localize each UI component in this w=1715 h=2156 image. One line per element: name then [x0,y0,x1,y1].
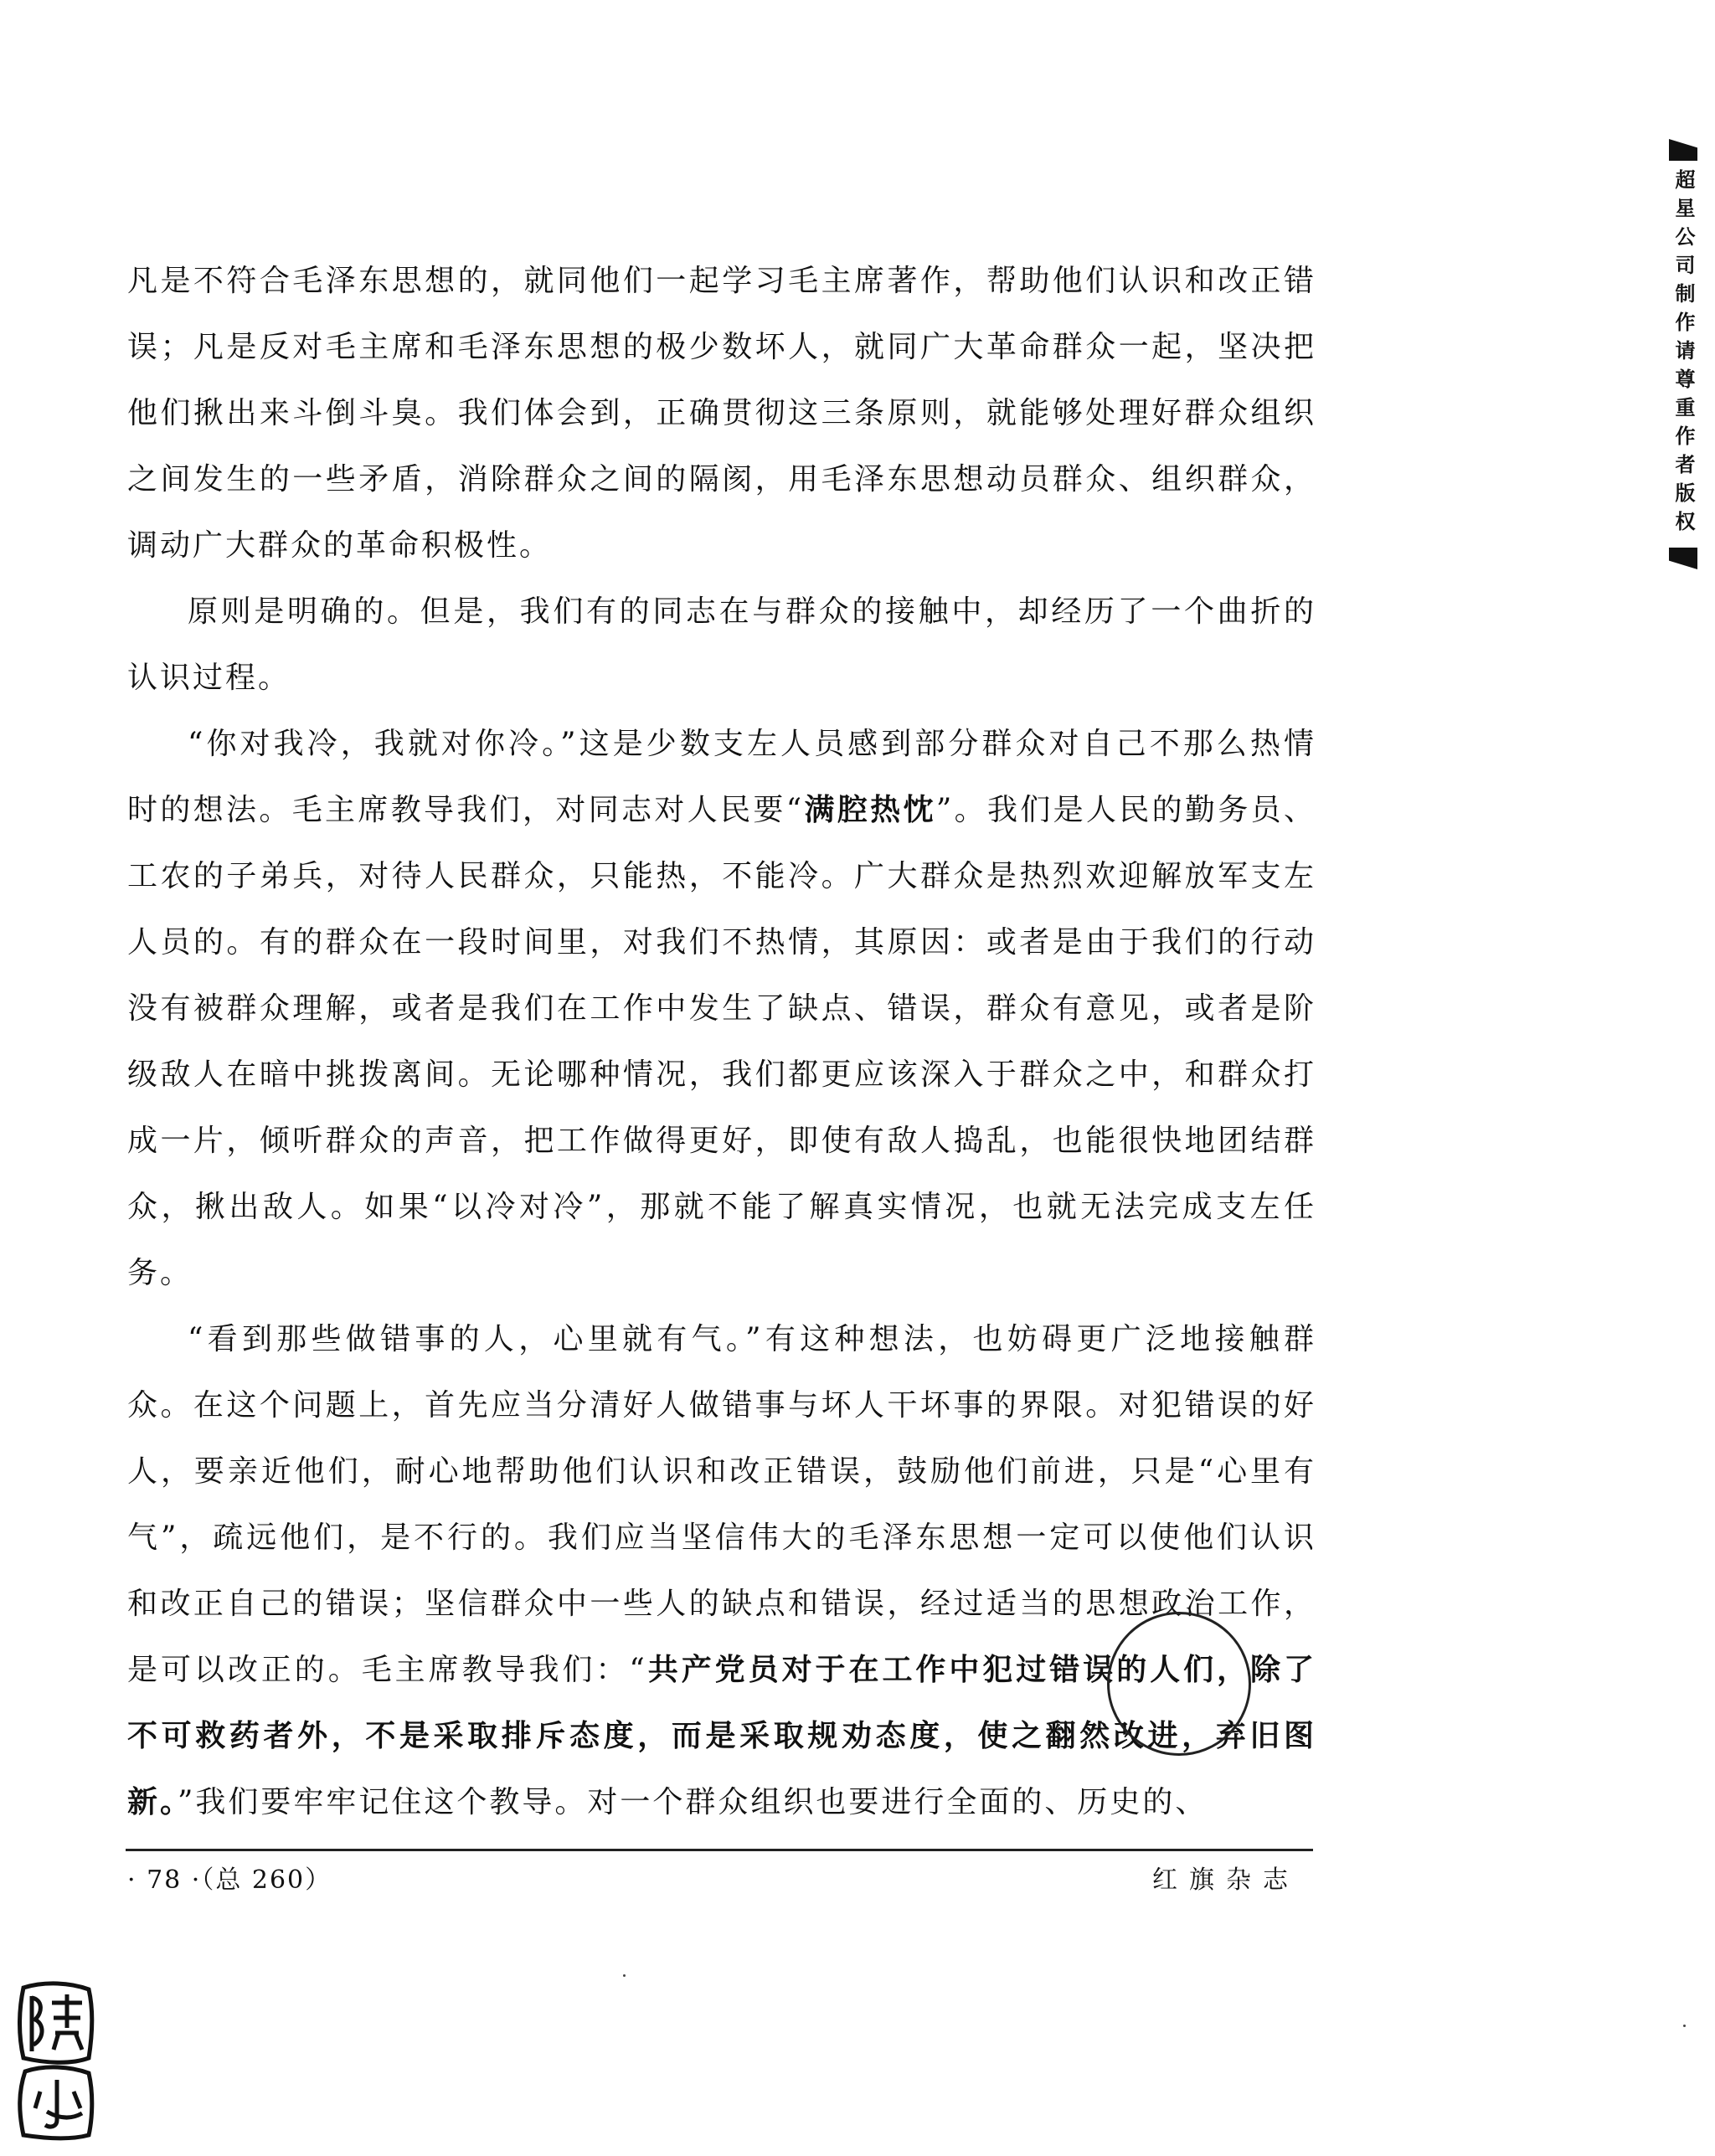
footer-rule [126,1849,1313,1851]
quote-bold-1: 满腔热忱 [804,793,936,827]
scan-speck [623,1974,626,1977]
paragraph-3-text-b: ”。我们是人民的勤务员、工农的子弟兵，对待人民群众，只能热，不能冷。广大群众是热烈欢迎解放军支左人员的。有的群众在一段时间里，对我们不热情，其原因：或者是由于我们的行动没有被群众理解，或者是我们在工作中发生了缺点、错误，群众有意见，或者是阶级敌人在暗中挑拨离间。无论哪种情况，我们都更应该深入于群众之中，和群众打成一片，倾听群众的声音，把工作做得更好，即使有敌人捣乱，也能很快地团结群众，揪出敌人。如果“以冷对冷”，那就不能了解真实情况，也就无法完成支左任务。 [127,793,1316,1290]
quote-bold-2: 共产党员对于在工作中犯过错误的人们，除了不可救药者外，不是采取排斥态度，而是采取规劝态度，使之翻然改进，弃旧图新。 [127,1653,1316,1819]
paragraph-4 [127,1306,1316,1835]
paragraph-3-text-a: “你对我冷，我就对你冷。”这是少数支左人员感到部分群众对自己不那么热情时的想法。毛主席教导我们，对同志对人民要“ [127,727,1316,827]
banner-bottom-bar [1669,548,1697,569]
copyright-banner [1666,139,1700,569]
banner-top-bar [1669,139,1697,161]
copyright-banner-text: 超星公司制作请尊重作者版权 [1671,169,1695,539]
page-number: · 78 ·（总 260） [127,1865,332,1895]
article-body [127,248,1316,1835]
magazine-name: 红旗杂志 [1152,1865,1300,1895]
handwritten-circle-mark [1107,1612,1251,1756]
paragraph-1: 凡是不符合毛泽东思想的，就同他们一起学习毛主席著作，帮助他们认识和改正错误；凡是反对毛主席和毛泽东思想的极少数坏人，就同广大革命群众一起，坚决把他们揪出来斗倒斗臭。我们体会到，正确贯彻这三条原则，就能够处理好群众组织之间发生的一些矛盾，消除群众之间的隔阂，用毛泽东思想动员群众、组织群众，调动广大群众的革命积极性。 [127,264,1316,563]
paragraph-2: 原则是明确的。但是，我们有的同志在与群众的接触中，却经历了一个曲折的认识过程。 [127,594,1316,695]
paragraph-4-text-a: “看到那些做错事的人，心里就有气。”有这种想法，也妨碍更广泛地接触群众。在这个问题上，首先应当分清好人做错事与坏人干坏事的界限。对犯错误的好人，要亲近他们，耐心地帮助他们认识和改正错误，鼓励他们前进，只是“心里有气”，疏远他们，是不行的。我们应当坚信伟大的毛泽东思想一定可以使他们认识和改正自己的错误；坚信群众中一些人的缺点和错误，经过适当的思想政治工作，是可以改正的。毛主席教导我们：“ [127,1322,1316,1687]
paragraph-4-text-b: ”我们要牢牢记住这个教导。对一个群众组织也要进行全面的、历史的、 [178,1785,1208,1819]
paragraph-3 [127,711,1316,1306]
seal-stamp-icon [12,1978,99,2142]
scan-speck [1683,2025,1686,2027]
